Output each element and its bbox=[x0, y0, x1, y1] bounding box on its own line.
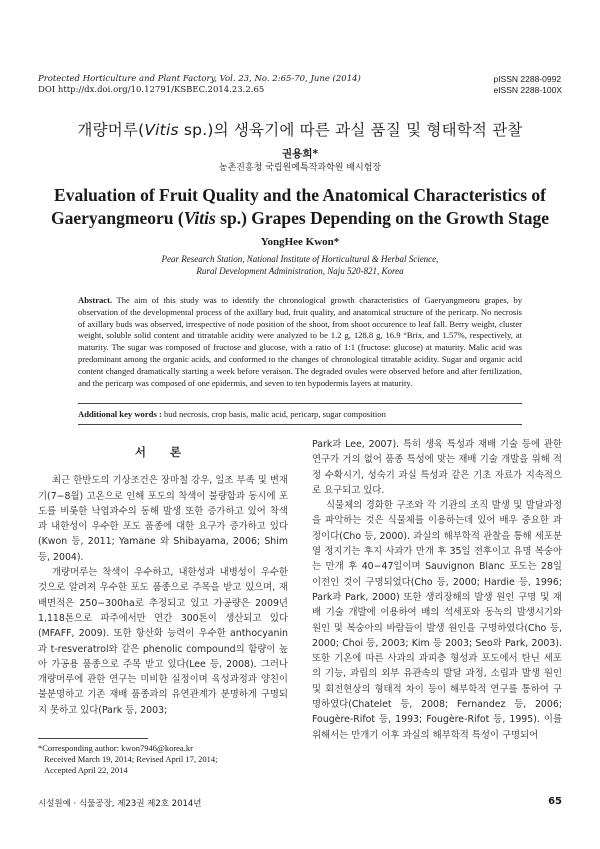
paragraph: Park과 Lee, 2007). 특히 생육 특성과 재배 기술 등에 관한 연구가 거의 없어 품종 특성에 맞는 재배 기술 개발을 위해 적정 수확시기, 성숙기 과실 특성과 같은 기초 자료가 지속적으로 요구되고 있다. bbox=[312, 439, 562, 496]
journal-header bbox=[38, 74, 361, 96]
english-title-part: sp.) Grapes Depending on the Growth Stage bbox=[215, 208, 549, 228]
english-title-part: Gaeryangmeoru ( bbox=[51, 208, 184, 228]
divider bbox=[78, 424, 522, 425]
section-title: 서 론 bbox=[134, 445, 192, 459]
page-footer bbox=[38, 797, 562, 809]
korean-affiliation: 농촌진흥청 국립원예특작과학원 배시험장 bbox=[218, 163, 382, 173]
body-column-right bbox=[312, 437, 562, 743]
korean-title bbox=[0, 118, 600, 140]
footnote bbox=[38, 743, 218, 776]
paragraph: 식물체의 경화한 구조와 각 기관의 조직 발생 및 발달과정을 파악하는 것은 식물체를 이용하는데 있어 배우 중요한 과정이다(Cho 등, 2000). 과실의 해부학적 관찰을 통해 세포분열 정지기는 후지 사과가 만개 후 35일 전후이고 유명 복숭아는 만개 후 40−47일이며 Sauvignon Blanc 포도는 28일 이전인 것이 구명되었다(Cho 등, 2000; Hardie 등, 1996; Park과 Park, 2000) 또한 생리장해의 발생 원인 구명 및 재배 기술 개발에 이용하여 배의 석세포와 동녹의 발생시기와 원인 및 복숭아의 바람들이 발생 원인을 구명하였다(Cho 등, 2000; Choi 등, 2003; Kim 등 2003; Seo와 Park, 2003). 또한 기온에 따른 사과의 과피층 형성과 포도에서 탄닌 세포의 기능, 과립의 외부 유관속의 발달 과정, 소립과 발생 원인 및 회전현상의 형태적 차이 등이 해부학적 연구를 통하여 구명하였다(Chatelet 등, 2008; Fernandez 등, 2006; Fougère-Rifot 등, 1993; Fougère-Rifot 등, 1995). 이를 위해서는 만개기 이후 과실의 해부학적 특성이 구명되어 bbox=[312, 500, 562, 741]
issn-block bbox=[493, 74, 562, 96]
english-title-genus: Vitis bbox=[183, 208, 216, 228]
english-title bbox=[0, 184, 600, 230]
paragraph: 개량머루는 착색이 우수하고, 내한성과 내병성이 우수한 것으로 알려져 우수한 포도 품종으로 주목을 받고 있으며, 재배면적은 250−300ha로 추정되고 있고 가공량은 2009년 1,118톤으로 파주에서만 연간 300톤이 생산되고 있다(MFAFF, 2009). 또한 항산화 능력이 우수한 anthocyanin과 t-resveratrol와 같은 phenolic compound의 함량이 높아 가공용 품종으로 주목 받고 있다(Lee 등, 2008). 그러나 개량머루에 관한 연구는 미비한 실정이며 육성과정과 양친이 불분명하고 기존 재배 품종과의 유연관계가 분명하게 구명되지 못하고 있다(Park 등, 2003; bbox=[38, 567, 288, 716]
journal-citation: Protected Horticulture and Plant Factory, Vol. 23, No. 2:65-70, June (2014) bbox=[38, 74, 361, 84]
footnote-divider bbox=[38, 738, 148, 739]
keywords-text: bud necrosis, crop basis, malic acid, pericarp, sugar composition bbox=[161, 409, 386, 419]
body-column-left bbox=[38, 440, 288, 718]
korean-title-genus: Vitis bbox=[144, 121, 179, 139]
abstract-label: Abstract. bbox=[78, 295, 113, 305]
accepted-date: Accepted April 22, 2014 bbox=[44, 765, 128, 775]
keywords bbox=[78, 409, 522, 419]
divider bbox=[78, 403, 522, 404]
footer-journal: 시설원예 · 식물공장, 제23권 제2호 2014년 bbox=[38, 799, 202, 809]
english-title-line1: Evaluation of Fruit Quality and the Anatomical Characteristics of bbox=[54, 185, 546, 205]
doi[interactable]: DOI http://dx.doi.org/10.12791/KSBEC.2014.23.2.65 bbox=[38, 85, 265, 95]
korean-title-part: sp.)의 생육기에 따른 과실 품질 및 형태학적 관찰 bbox=[178, 121, 523, 139]
corresponding-author: *Corresponding author: kwon7946@korea.kr bbox=[38, 743, 193, 753]
english-author: YongHee Kwon* bbox=[260, 236, 340, 248]
keywords-label: Additional key words : bbox=[78, 409, 162, 419]
korean-author: 권용희* bbox=[282, 148, 318, 160]
abstract bbox=[78, 295, 522, 389]
english-title-line2 bbox=[0, 207, 600, 230]
eissn: eISSN 2288-100X bbox=[493, 85, 562, 95]
english-affiliation bbox=[0, 253, 600, 277]
affiliation-line: Pear Research Station, National Institute of Horticultural & Herbal Science, bbox=[161, 254, 439, 264]
abstract-text: The aim of this study was to identify the chronological growth characteristics of Gaeryangmeoru grapes, by observation of the developmental process of the axillary bud, fruit quality, and anatomical structure of the pericarp. No necrosis of axillary buds was observed, irrespective of node position of the shoot, from shoot occurence to leaf fall. Berry weight, cluster weight, soluble solid content and titratable acidity were analyzed to be 1.2 g, 128.8 g, 16.9 °Brix, and 1.57%, respectively, at maturity. The sugar was composed of fructose and glucose, with a ratio of 1:1 (fructose: glucose) at maturity. Malic acid was predominant among the organic acids, and conformed to the changes of chronological titratable acidity. Sugar and organic acid content changed dramatically starting a week before veraison. The degraded ovules were observed before and after fertilization, and the pericarp was composed of one epidermis, and seven to ten hypodermis layers at maturity. bbox=[78, 295, 522, 388]
received-date: Received March 19, 2014; Revised April 17, 2014; bbox=[44, 754, 218, 764]
paragraph: 최근 한반도의 기상조건은 장마철 강우, 일조 부족 및 변재기(7−8월) 고온으로 인해 포도의 착색이 불량함과 동시에 포도를 비롯한 낙엽과수의 동해 발생 또한 증가하고 있어 착색과 내한성이 우수한 포도 품종에 대한 요구가 증가하고 있다(Kwon 등, 2011; Yamane 와 Shibayama, 2006; Shim 등, 2004). bbox=[38, 475, 288, 563]
page-number: 65 bbox=[548, 796, 562, 807]
affiliation-line: Rural Development Administration, Naju 520-821, Korea bbox=[196, 266, 404, 276]
pissn: pISSN 2288-0992 bbox=[493, 74, 562, 84]
korean-title-part: 개량머루( bbox=[77, 121, 145, 139]
